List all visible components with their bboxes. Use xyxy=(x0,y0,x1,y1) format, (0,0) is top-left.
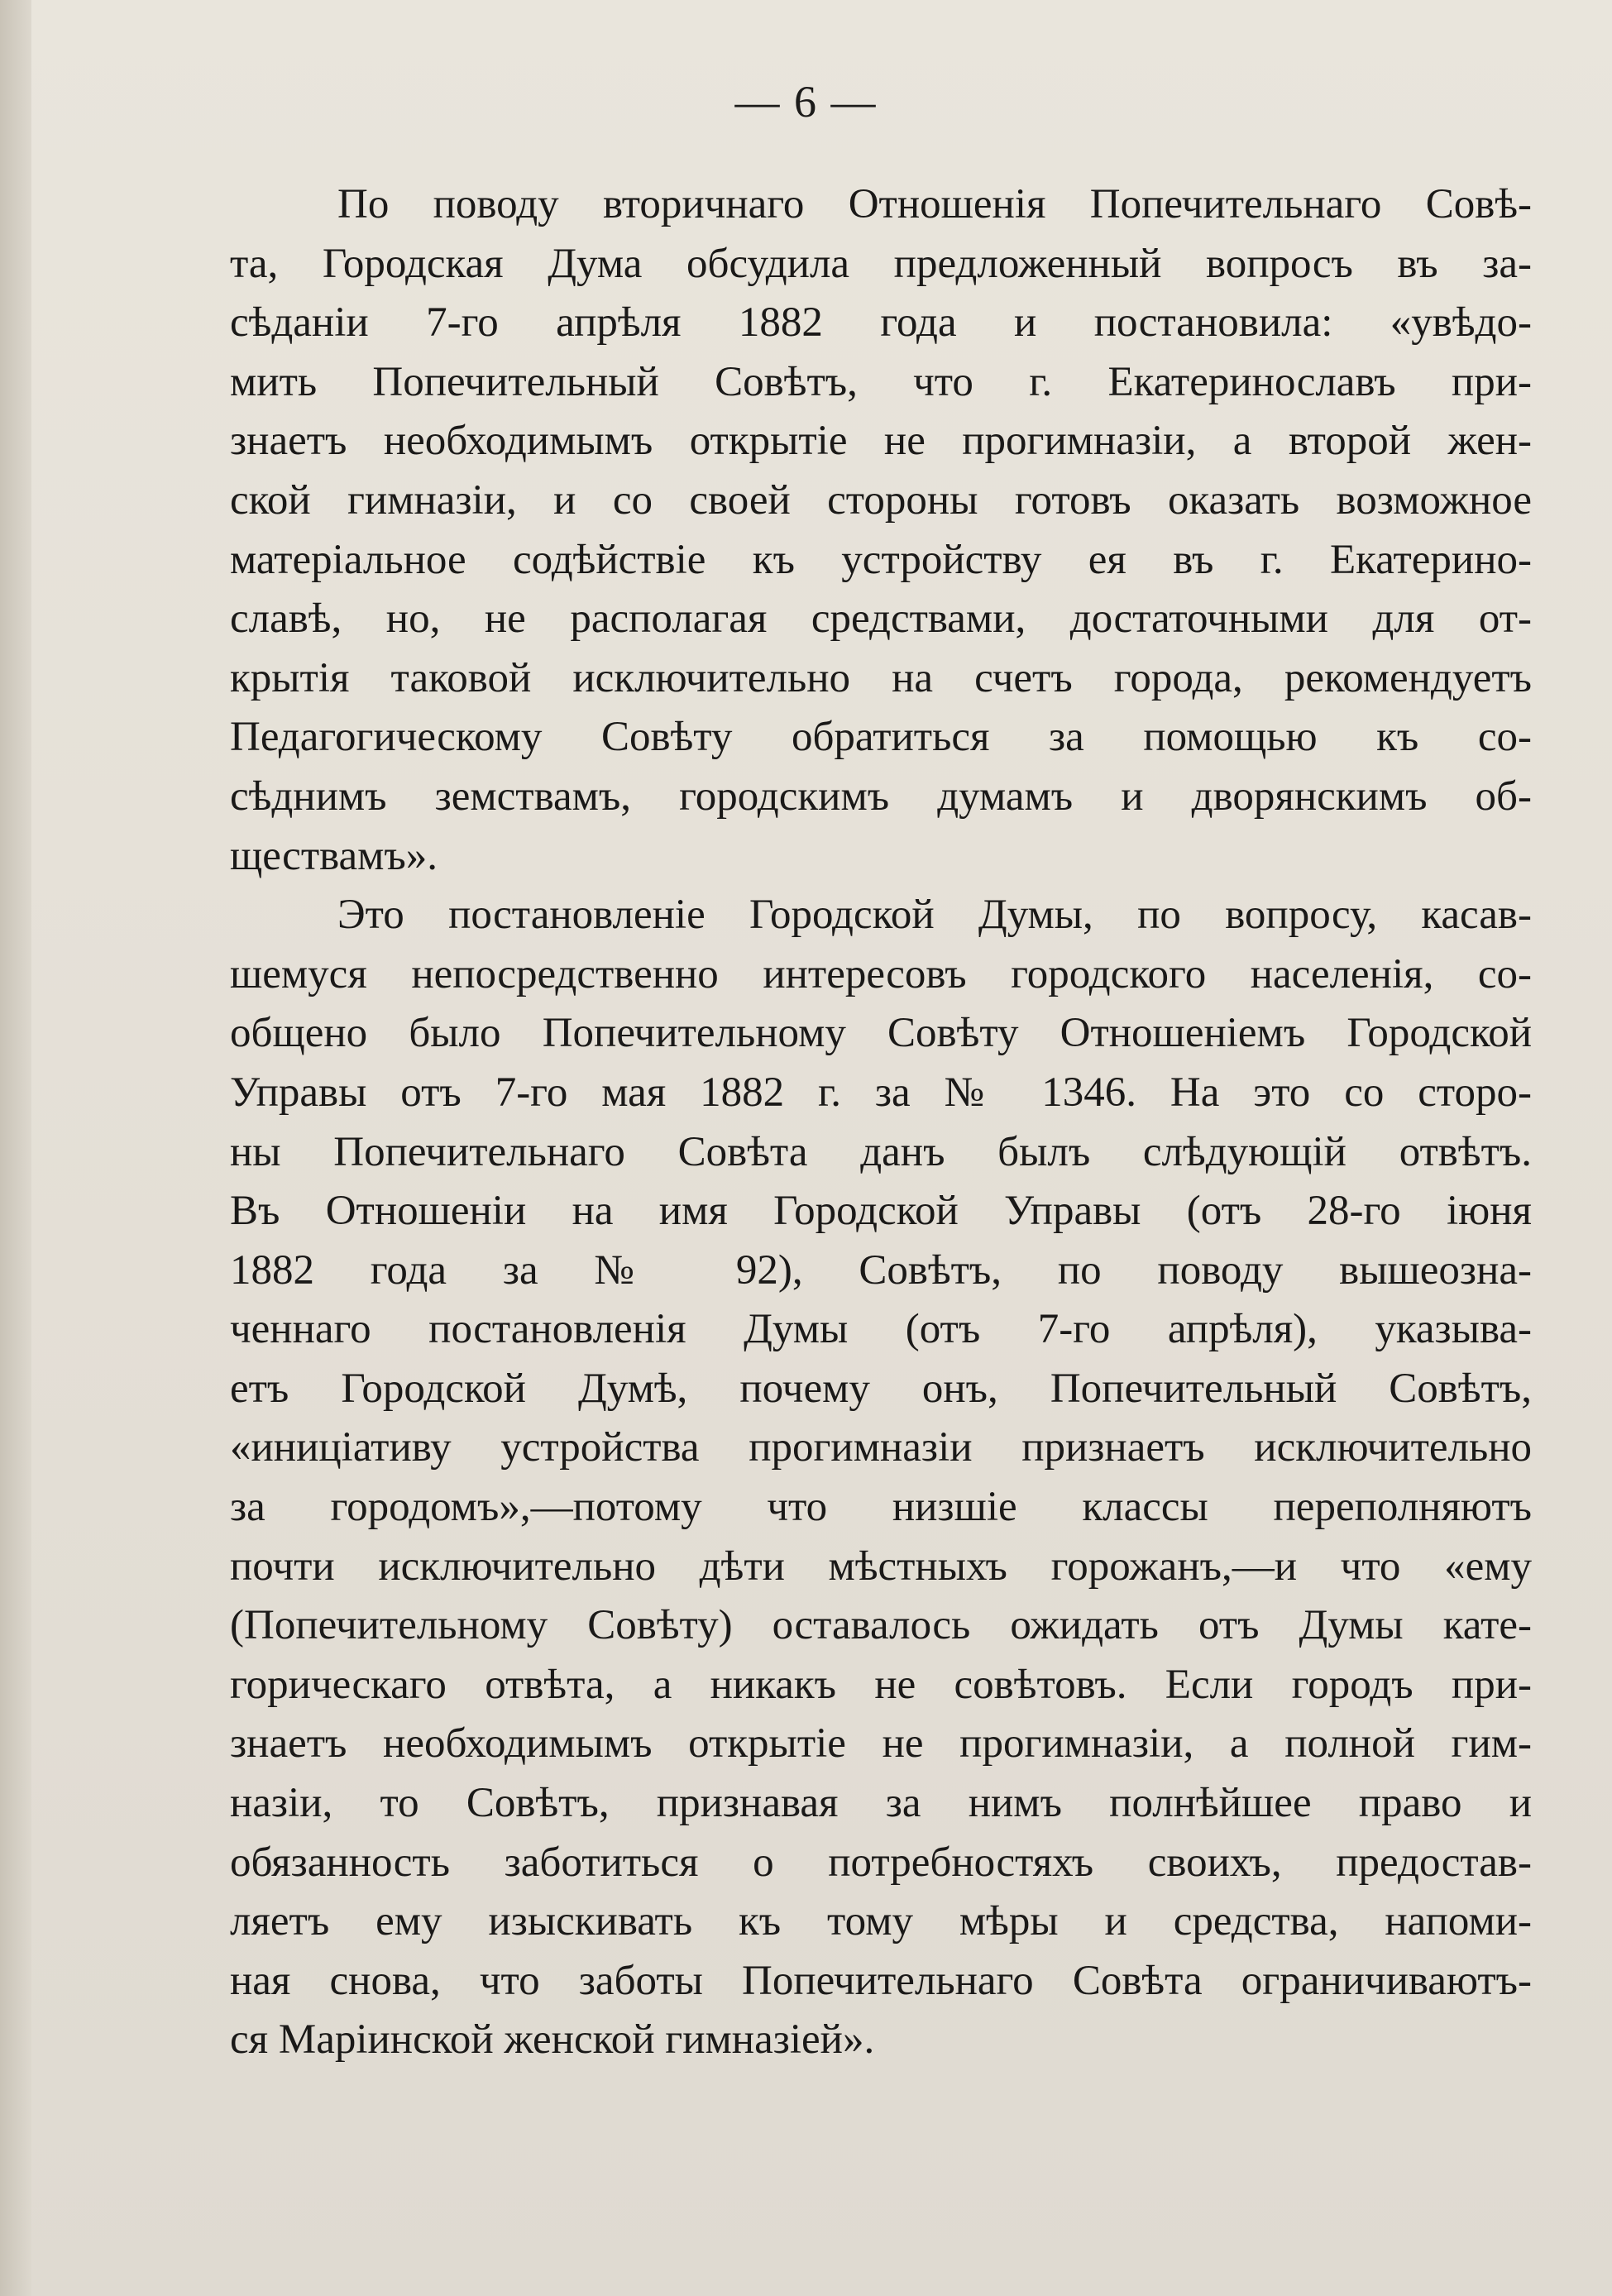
text-line: назіи, то Совѣтъ, признавая за нимъ полнѣйшее право и xyxy=(230,1780,1532,1827)
text-line: знаетъ необходимымъ открытіе не прогимназіи, а второй жен- xyxy=(230,418,1532,465)
text-line: знаетъ необходимымъ открытіе не прогимназіи, а полной гим- xyxy=(230,1720,1532,1767)
body-text xyxy=(230,175,1532,2070)
text-line: «иниціативу устройства прогимназіи признаетъ исключительно xyxy=(230,1424,1532,1471)
text-line: По поводу вторичнаго Отношенія Попечительнаго Совѣ- xyxy=(337,181,1532,227)
text-line: ляетъ ему изыскивать къ тому мѣры и средства, напоми- xyxy=(230,1898,1532,1945)
text-line: ченнаго постановленія Думы (отъ 7-го апрѣля), указыва- xyxy=(230,1306,1532,1353)
text-line: крытія таковой исключительно на счетъ города, рекомендуетъ xyxy=(230,654,1532,701)
page-number: — 6 — xyxy=(734,77,878,127)
text-line: общено было Попечительному Совѣту Отношеніемъ Городской xyxy=(230,1010,1532,1057)
text-line: Это постановленіе Городской Думы, по вопросу, касав- xyxy=(337,892,1532,939)
text-line: за городомъ»,—потому что низшіе классы переполняютъ xyxy=(230,1484,1532,1531)
text-line: сѣднимъ земствамъ, городскимъ думамъ и дворянскимъ об- xyxy=(230,773,1532,820)
page-binding-edge xyxy=(0,0,31,2296)
text-line: обязанность заботиться о потребностяхъ своихъ, предостав- xyxy=(230,1839,1532,1886)
text-line: ся Маріинской женской гимназіей». xyxy=(230,2016,875,2064)
paragraph-2 xyxy=(230,886,1532,2070)
text-line: Педагогическому Совѣту обратиться за помощью къ со- xyxy=(230,714,1532,761)
text-line: ской гимназіи, и со своей стороны готовъ оказать возможное xyxy=(230,476,1532,524)
paragraph-1 xyxy=(230,175,1532,886)
text-line: 1882 года за № 92), Совѣтъ, по поводу вышеозна- xyxy=(230,1246,1532,1294)
text-line: та, Городская Дума обсудила предложенный вопросъ въ за- xyxy=(230,240,1532,287)
text-line: шемуся непосредственно интересовъ городского населенія, со- xyxy=(230,950,1532,997)
text-line: мить Попечительный Совѣтъ, что г. Екатеринославъ при- xyxy=(230,358,1532,405)
text-line: Въ Отношеніи на имя Городской Управы (отъ 28-го іюня xyxy=(230,1188,1532,1235)
text-line: матеріальное содѣйствіе къ устройству ея въ г. Екатерино- xyxy=(230,536,1532,583)
text-line: почти исключительно дѣти мѣстныхъ горожанъ,—и что «ему xyxy=(230,1543,1532,1590)
text-line: славѣ, но, не располагая средствами, достаточными для от- xyxy=(230,596,1532,643)
text-line: (Попечительному Совѣту) оставалось ожидать отъ Думы кате- xyxy=(230,1602,1532,1649)
text-line: Управы отъ 7-го мая 1882 г. за № 1346. На это со сторо- xyxy=(230,1069,1532,1116)
text-line: ны Попечительнаго Совѣта данъ былъ слѣдующій отвѣтъ. xyxy=(230,1128,1532,1175)
text-line: сѣданіи 7-го апрѣля 1882 года и постановила: «увѣдо- xyxy=(230,299,1532,347)
text-line: ществамъ». xyxy=(230,832,438,879)
text-line: горическаго отвѣта, а никакъ не совѣтовъ. Если городъ при- xyxy=(230,1661,1532,1708)
text-line: ная снова, что заботы Попечительнаго Совѣта ограничиваютъ- xyxy=(230,1957,1532,2004)
text-line: етъ Городской Думѣ, почему онъ, Попечительный Совѣтъ, xyxy=(230,1365,1532,1412)
